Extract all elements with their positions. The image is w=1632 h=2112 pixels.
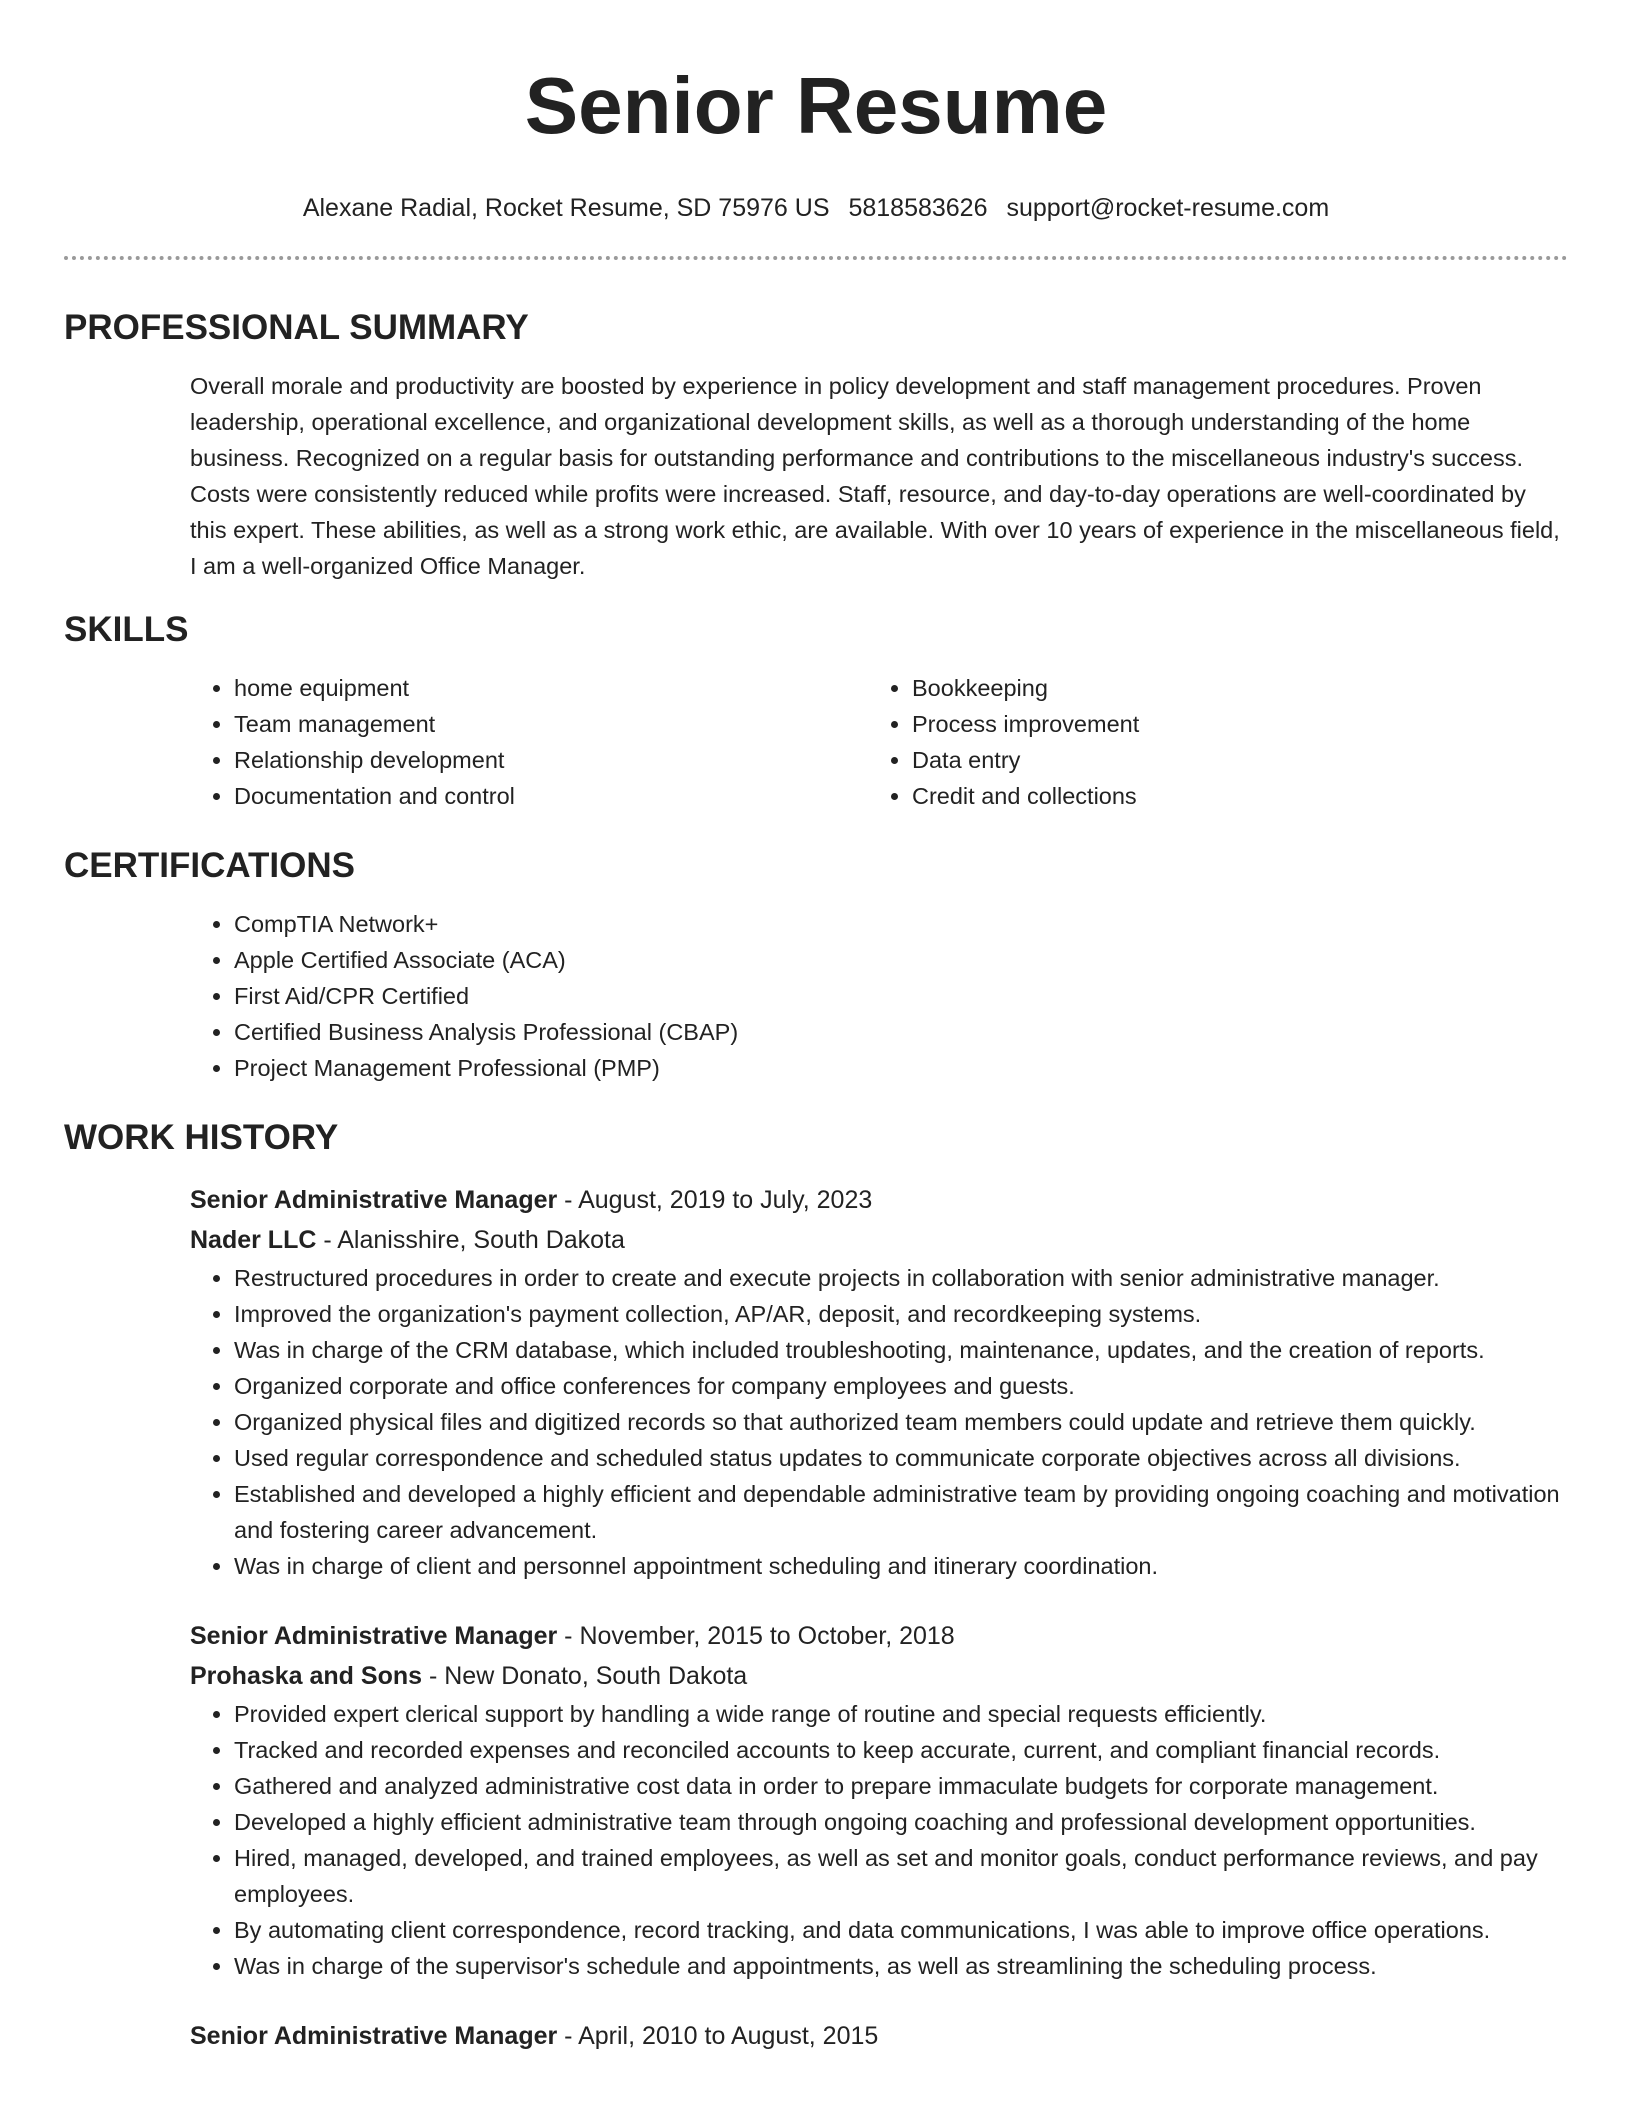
summary-text: Overall morale and productivity are boosted by experience in policy development and staff management procedures. Proven leadership, operational excellence, and organizational development skills, as well as a thorough understanding of the home business. Recognized on a regular basis for outstanding performance and contributions to the miscellaneous industry's success. Costs were consistently reduced while profits were increased. Staff, resource, and day-to-day operations are well-coordinated by this expert. These abilities, as well as a strong work ethic, are available. With over 10 years of experience in the miscellaneous field, I am a well-organized Office Manager.	[190, 373, 1560, 579]
skills-right-list	[868, 670, 1546, 814]
job-company: Prohaska and Sons	[190, 1662, 423, 1690]
job-dates: - April, 2010 to August, 2015	[557, 2022, 879, 2050]
contact-line	[64, 192, 1568, 224]
certifications-bullets	[190, 906, 1568, 1086]
skills-column-right	[868, 670, 1546, 814]
job-bullet: • Organized physical files and digitized records so that authorized team members could update and retrieve them quickly.	[234, 1404, 1568, 1440]
skill-item: • Credit and collections	[912, 778, 1546, 814]
skills-column-left	[190, 670, 868, 814]
job-location: - Alanisshire, South Dakota	[316, 1226, 625, 1254]
job-title: Senior Administrative Manager	[190, 1186, 558, 1214]
certification-item: • First Aid/CPR Certified	[234, 978, 1568, 1014]
job-entry	[190, 2016, 1568, 2056]
summary-heading: PROFESSIONAL SUMMARY	[64, 308, 529, 347]
job-title-line	[190, 1616, 1568, 1656]
job-title: Senior Administrative Manager	[190, 2022, 558, 2050]
job-bullets	[190, 1260, 1568, 1584]
certification-item: • Project Management Professional (PMP)	[234, 1050, 1568, 1086]
job-bullet: • Organized corporate and office conferences for company employees and guests.	[234, 1368, 1568, 1404]
job-bullet: • Used regular correspondence and scheduled status updates to communicate corporate objectives across all divisions.	[234, 1440, 1568, 1476]
job-location: - New Donato, South Dakota	[422, 1662, 748, 1690]
contact-email: support@rocket-resume.com	[1006, 194, 1330, 222]
certifications-heading: CERTIFICATIONS	[64, 846, 356, 885]
job-dates: - August, 2019 to July, 2023	[557, 1186, 873, 1214]
certification-item: • CompTIA Network+	[234, 906, 1568, 942]
contact-phone: 5818583626	[848, 194, 988, 222]
header-divider	[64, 256, 1568, 260]
skills-left-list	[190, 670, 868, 814]
job-bullet: • Was in charge of client and personnel appointment scheduling and itinerary coordination.	[234, 1548, 1568, 1584]
job-bullet: • Established and developed a highly efficient and dependable administrative team by providing ongoing coaching and motivation and fostering career advancement.	[234, 1476, 1568, 1548]
certifications-list	[190, 906, 1568, 1086]
contact-address: Alexane Radial, Rocket Resume, SD 75976 US	[302, 194, 830, 222]
skill-item: • home equipment	[234, 670, 868, 706]
skill-item: • Process improvement	[912, 706, 1546, 742]
job-bullet: • Restructured procedures in order to create and execute projects in collaboration with senior administrative manager.	[234, 1260, 1568, 1296]
job-company-line	[190, 1220, 1568, 1260]
skills-list	[190, 670, 1568, 814]
job-bullet: • Tracked and recorded expenses and reconciled accounts to keep accurate, current, and compliant financial records.	[234, 1732, 1568, 1768]
work-history-heading: WORK HISTORY	[64, 1118, 339, 1157]
skill-item: • Team management	[234, 706, 868, 742]
certification-item: • Certified Business Analysis Professional (CBAP)	[234, 1014, 1568, 1050]
job-title: Senior Administrative Manager	[190, 1622, 558, 1650]
job-company: Nader LLC	[190, 1226, 317, 1254]
job-title-line	[190, 1180, 1568, 1220]
job-bullet: • Provided expert clerical support by handling a wide range of routine and special requests efficiently.	[234, 1696, 1568, 1732]
job-bullet: • By automating client correspondence, record tracking, and data communications, I was able to improve office operations.	[234, 1912, 1568, 1948]
job-bullet: • Developed a highly efficient administrative team through ongoing coaching and professional development opportunities.	[234, 1804, 1568, 1840]
job-company-line	[190, 1656, 1568, 1696]
job-entry	[190, 1180, 1568, 1584]
job-bullet: • Was in charge of the supervisor's schedule and appointments, as well as streamlining the scheduling process.	[234, 1948, 1568, 1984]
job-bullet: • Improved the organization's payment collection, AP/AR, deposit, and recordkeeping systems.	[234, 1296, 1568, 1332]
skill-item: • Data entry	[912, 742, 1546, 778]
job-bullet: • Gathered and analyzed administrative cost data in order to prepare immaculate budgets for corporate management.	[234, 1768, 1568, 1804]
skill-item: • Relationship development	[234, 742, 868, 778]
job-bullet: • Hired, managed, developed, and trained employees, as well as set and monitor goals, conduct performance reviews, and pay employees.	[234, 1840, 1568, 1912]
job-entry	[190, 1616, 1568, 1984]
job-bullets	[190, 1696, 1568, 1984]
certification-item: • Apple Certified Associate (ACA)	[234, 942, 1568, 978]
skill-item: • Documentation and control	[234, 778, 868, 814]
skills-heading: SKILLS	[64, 610, 189, 649]
skill-item: • Bookkeeping	[912, 670, 1546, 706]
job-title-line	[190, 2016, 1568, 2056]
job-bullet: • Was in charge of the CRM database, which included troubleshooting, maintenance, updates, and the creation of reports.	[234, 1332, 1568, 1368]
page-title: Senior Resume	[524, 61, 1108, 150]
job-dates: - November, 2015 to October, 2018	[557, 1622, 955, 1650]
